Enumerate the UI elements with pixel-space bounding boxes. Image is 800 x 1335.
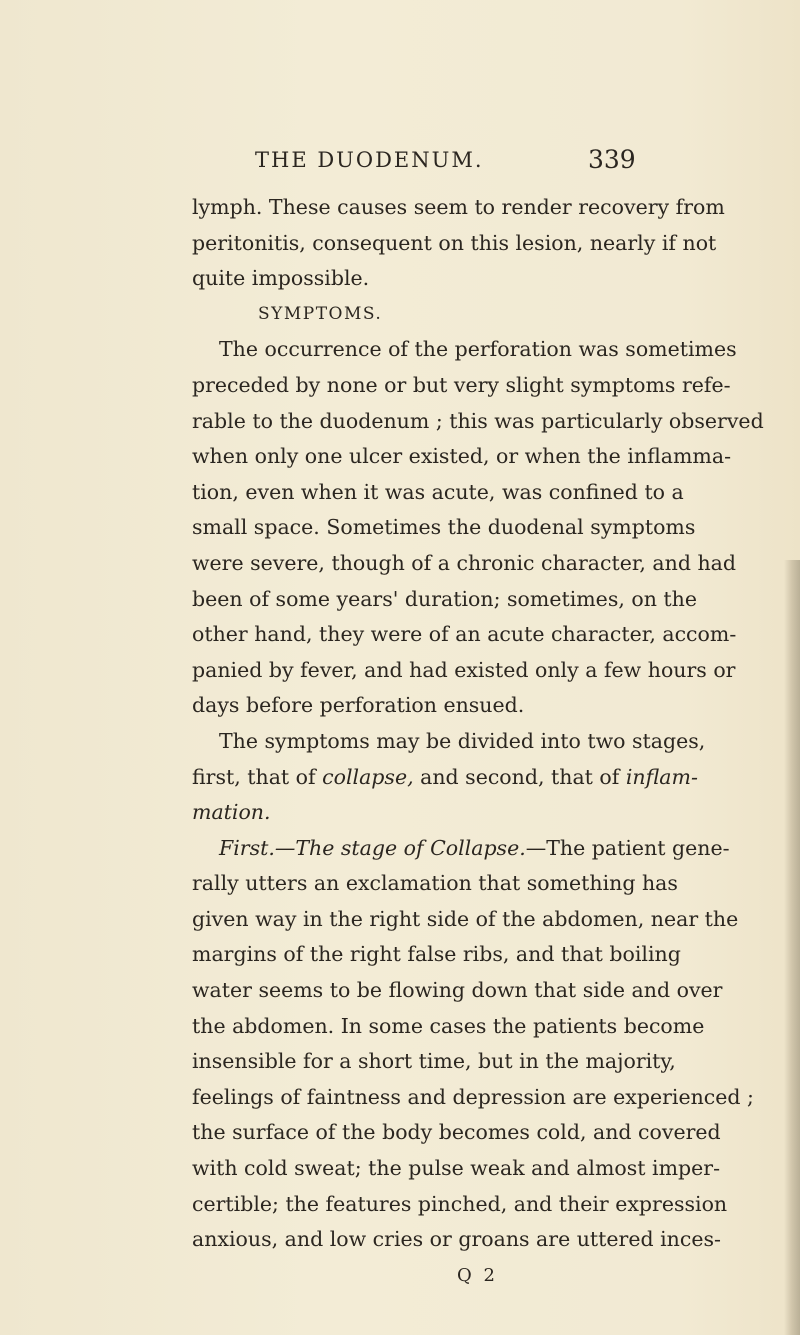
text-line: margins of the right false ribs, and that boiling (192, 942, 681, 967)
text-line: preceded by none or but very slight symptoms refe- (192, 372, 731, 397)
italic-term-inflammation: inflam- (625, 764, 698, 789)
text-line: were severe, though of a chronic character, and had (192, 550, 737, 575)
signature-mark: Q 2 (457, 1264, 498, 1286)
text-line: anxious, and low cries or groans are uttered inces- (192, 1227, 721, 1252)
text-line: peritonitis, consequent on this lesion, nearly if not (192, 230, 717, 255)
text-line: rable to the duodenum ; this was particularly observed (192, 408, 764, 433)
running-head-title: THE DUODENUM. (255, 148, 484, 172)
italic-term-collapse: collapse, (322, 764, 414, 789)
text-line: been of some years' duration; sometimes, on the (192, 586, 698, 611)
text-line: feelings of faintness and depression are experienced ; (192, 1084, 754, 1109)
body-text (192, 190, 764, 1293)
page-edge-shadow (784, 560, 800, 1335)
text-line: rally utters an exclamation that something has (192, 871, 678, 896)
text-line: with cold sweat; the pulse weak and almost imper- (192, 1156, 721, 1181)
section-heading: SYMPTOMS. (258, 303, 383, 324)
text-line: days before perforation ensued. (192, 693, 525, 718)
text-line: tion, even when it was acute, was confined to a (192, 479, 684, 504)
text-run: —The patient gene- (525, 835, 730, 860)
text-line: insensible for a short time, but in the majority, (192, 1049, 676, 1074)
text-line: panied by fever, and had existed only a few hours or (192, 657, 736, 682)
text-run: first, that of (192, 764, 323, 789)
running-head (0, 140, 800, 180)
text-line: The symptoms may be divided into two stages, (219, 728, 706, 753)
text-line: other hand, they were of an acute character, accom- (192, 622, 737, 647)
text-line: The occurrence of the perforation was sometimes (219, 337, 737, 362)
text-line: small space. Sometimes the duodenal symptoms (192, 515, 696, 540)
text-line: mation. (192, 800, 271, 825)
subsection-title: First.—The stage of Collapse. (219, 835, 526, 860)
text-line: the surface of the body becomes cold, and covered (192, 1120, 721, 1145)
text-line: when only one ulcer existed, or when the inflamma- (192, 444, 732, 469)
text-line: certible; the features pinched, and their expression (192, 1191, 728, 1216)
text-line: given way in the right side of the abdomen, near the (192, 906, 739, 931)
text-line (192, 760, 698, 796)
text-line: water seems to be flowing down that side and over (192, 978, 723, 1003)
page-number: 339 (588, 145, 636, 174)
subsection-heading-line (192, 831, 730, 867)
text-line: quite impossible. (192, 266, 370, 291)
text-run: and second, that of (413, 764, 626, 789)
text-line: the abdomen. In some cases the patients become (192, 1013, 705, 1038)
text-line: lymph. These causes seem to render recovery from (192, 195, 725, 219)
